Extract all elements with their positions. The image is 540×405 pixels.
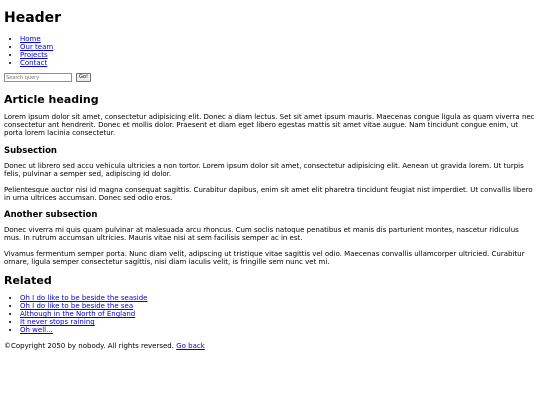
nav-item-projects bbox=[20, 51, 537, 59]
related-link-seaside[interactable]: Oh I do like to be beside the seaside bbox=[20, 294, 148, 302]
another-subsection-paragraph-2: Vivamus fermentum semper porta. Nunc diam velit, adipscing ut tristique vitae sagittis vel odio. Maecenas convallis ullamcorper ultricied. Curabitur ornare, ligula semper consectetur sagittis, nisi diam iaculis velit, is fringille sem nunc vet mi. bbox=[4, 250, 525, 266]
nav-link-contact[interactable]: Contact bbox=[20, 59, 48, 67]
related-item bbox=[20, 310, 537, 318]
site-header: Header bbox=[4, 10, 62, 26]
related-link-oh-well[interactable]: Oh well... bbox=[20, 326, 53, 334]
another-subsection-paragraph-1: Donec viverra mi quis quam pulvinar at malesuada arcu rhoncus. Cum soclis natoque penatibus et manis dis parturient montes, nascetur ridiculus mus. In rutrum accumsan ultricies. Mauris vitae nisi at sem facilisis semper ac in est. bbox=[4, 226, 519, 242]
nav-item-our-team bbox=[20, 43, 537, 51]
related-heading: Related bbox=[4, 274, 52, 287]
go-button[interactable]: Go! bbox=[76, 73, 91, 82]
article-heading: Article heading bbox=[4, 93, 99, 106]
another-subsection-heading: Another subsection bbox=[4, 210, 98, 220]
nav-item-contact bbox=[20, 59, 537, 67]
nav-link-home[interactable]: Home bbox=[20, 35, 41, 43]
nav-item-home bbox=[20, 35, 537, 43]
subsection-paragraph-2: Pelientesque auctor nisi id magna consequat sagittis. Curabitur dapibus, enim sit amet elit pharetra tincidunt feugiat nist imperdiet. Ut convallis libero in urna ultrices accumsan. Donec sed odio eros. bbox=[4, 186, 533, 202]
search-form bbox=[4, 72, 537, 83]
subsection-heading: Subsection bbox=[4, 146, 57, 156]
related-link-raining[interactable]: It never stops raining bbox=[20, 318, 95, 326]
search-input[interactable] bbox=[4, 73, 72, 82]
article-intro: Lorem ipsum dolor sit amet, consectetur adipisicing elit. Donec a diam lectus. Set sit amet ipsum mauris. Maecenas congue ligula as quam viverra nec consectetur ant hendrerit. Donec et mollis dolor. Praesent et diam eget libero egestas mattis sit amet vitae augue. Nam tincidunt congue enim, ut porta lorem lacinia consectetur. bbox=[4, 113, 535, 137]
related-link-north-england[interactable]: Although in the North of England bbox=[20, 310, 136, 318]
main-nav bbox=[4, 35, 537, 67]
related-item bbox=[20, 326, 537, 334]
footer bbox=[4, 342, 537, 350]
related-item bbox=[20, 302, 537, 310]
copyright-text: ©Copyright 2050 by nobody. All rights reversed. bbox=[4, 342, 174, 350]
related-link-sea[interactable]: Oh I do like to be beside the sea bbox=[20, 302, 134, 310]
nav-link-our-team[interactable]: Our team bbox=[20, 43, 54, 51]
related-item bbox=[20, 318, 537, 326]
subsection-paragraph-1: Donec ut librero sed accu vehicula ultricies a non tortor. Lorem ipsum dolor sit amet, consectetur adipisicing elit. Aenean ut gravida lorem. Ut turpis felis, pulvinar a semper sed, adipiscing id dolor. bbox=[4, 162, 524, 178]
nav-link-projects[interactable]: Projects bbox=[20, 51, 48, 59]
related-links bbox=[4, 294, 537, 334]
go-back-link[interactable]: Go back bbox=[176, 342, 205, 350]
related-item bbox=[20, 294, 537, 302]
